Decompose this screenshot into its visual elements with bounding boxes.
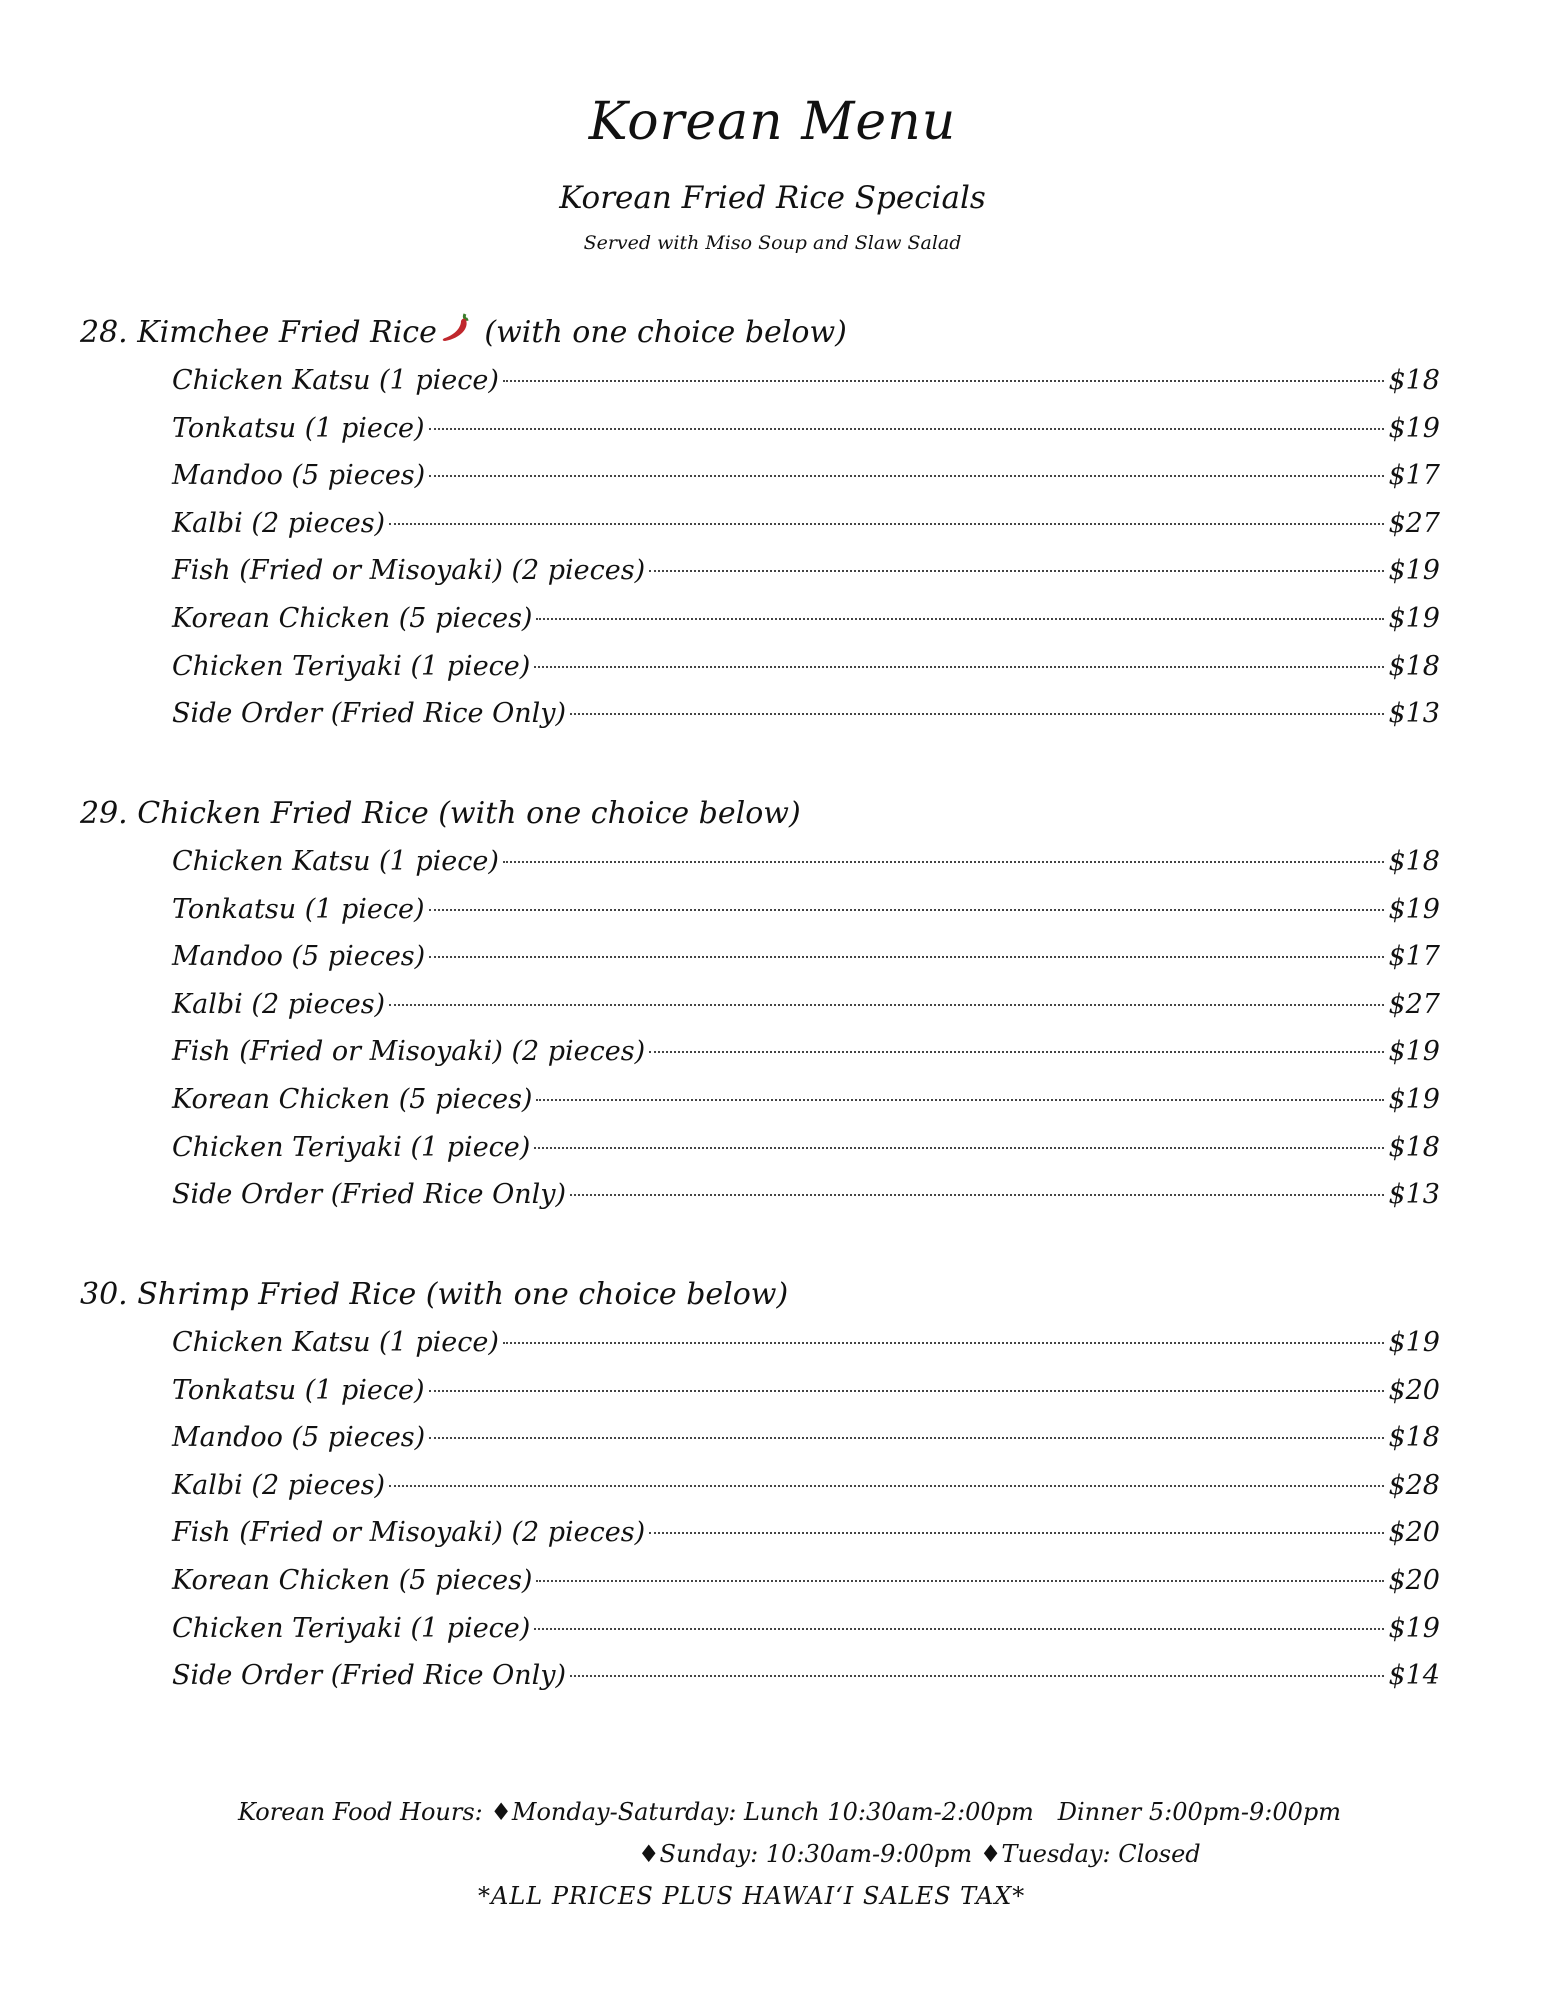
menu-item [172, 1462, 1440, 1510]
section-title-text: 28. Kimchee Fried Rice [80, 315, 437, 350]
dot-leader [429, 428, 1385, 430]
item-price: $19 [1388, 602, 1440, 634]
section-title [80, 309, 1440, 357]
dot-leader [389, 1485, 1384, 1487]
item-name: Side Order (Fried Rice Only) [172, 698, 567, 730]
menu-item [172, 405, 1440, 453]
item-name: Mandoo (5 pieces) [172, 460, 426, 492]
dot-leader [536, 1580, 1384, 1582]
section-kimchee-fried-rice [80, 309, 1440, 738]
hours-dinner: Dinner 5:00pm-9:00pm [1057, 1798, 1342, 1826]
menu-subtitle: Korean Fried Rice Specials [559, 180, 986, 216]
menu-item [172, 643, 1440, 691]
menu-title: Korean Menu [588, 92, 957, 152]
item-price: $19 [1388, 1036, 1440, 1068]
section-chicken-fried-rice [80, 790, 1440, 1219]
item-list [172, 357, 1440, 738]
menu-item [172, 1028, 1440, 1076]
item-name: Chicken Teriyaki (1 piece) [172, 1612, 531, 1644]
menu-item [172, 357, 1440, 405]
dot-leader [429, 956, 1384, 958]
menu-item [172, 1414, 1440, 1462]
dot-leader [503, 861, 1385, 863]
section-title: 29. Chicken Fried Rice (with one choice below) [80, 796, 801, 831]
item-name: Side Order (Fried Rice Only) [172, 1660, 567, 1692]
item-name: Mandoo (5 pieces) [172, 1422, 426, 1454]
item-name: Kalbi (2 pieces) [172, 1469, 386, 1501]
section-title-note: (with one choice below) [484, 315, 847, 350]
item-price: $27 [1388, 507, 1440, 539]
item-name: Chicken Katsu (1 piece) [172, 846, 499, 877]
dot-leader [570, 713, 1384, 715]
dot-leader [389, 523, 1384, 525]
hours-tuesday: ♦Tuesday: Closed [979, 1840, 1201, 1868]
item-price: $19 [1388, 893, 1440, 925]
menu-item [172, 595, 1440, 643]
item-name: Mandoo (5 pieces) [172, 941, 426, 973]
item-list [172, 838, 1440, 1219]
item-name: Tonkatsu (1 piece) [172, 412, 425, 444]
dot-leader [570, 1675, 1384, 1677]
item-list [172, 1319, 1440, 1700]
menu-item [172, 500, 1440, 548]
item-price: $14 [1388, 1660, 1440, 1692]
item-name: Korean Chicken (5 pieces) [172, 602, 533, 634]
dot-leader [429, 1390, 1385, 1392]
item-price: $17 [1388, 941, 1440, 973]
menu-item [172, 1124, 1440, 1172]
item-price: $17 [1388, 460, 1440, 492]
menu-item [172, 452, 1440, 500]
menu-item [172, 1509, 1440, 1557]
dot-leader [534, 1147, 1384, 1149]
dot-leader [536, 1099, 1384, 1101]
dot-leader [503, 380, 1385, 382]
chili-pepper-icon [439, 310, 473, 359]
menu-item [172, 690, 1440, 738]
dot-leader [570, 1194, 1384, 1196]
dot-leader [649, 1532, 1384, 1534]
dot-leader [534, 1628, 1384, 1630]
item-name: Chicken Teriyaki (1 piece) [172, 650, 531, 682]
item-price: $19 [1388, 1083, 1440, 1115]
item-price: $28 [1388, 1469, 1440, 1501]
item-price: $18 [1388, 365, 1440, 396]
item-price: $20 [1388, 1564, 1440, 1596]
item-name: Chicken Teriyaki (1 piece) [172, 1131, 531, 1163]
menu-item [172, 886, 1440, 934]
hours-sunday: ♦Sunday: 10:30am-9:00pm [638, 1840, 973, 1868]
item-name: Kalbi (2 pieces) [172, 507, 386, 539]
item-name: Side Order (Fried Rice Only) [172, 1179, 567, 1211]
hours-line-1 [238, 1798, 1341, 1826]
item-name: Fish (Fried or Misoyaki) (2 pieces) [172, 1036, 646, 1068]
item-price: $18 [1388, 846, 1440, 877]
dot-leader [429, 1437, 1384, 1439]
menu-item [172, 933, 1440, 981]
dot-leader [389, 1004, 1384, 1006]
item-price: $18 [1388, 650, 1440, 682]
item-name: Korean Chicken (5 pieces) [172, 1564, 533, 1596]
item-price: $19 [1388, 1612, 1440, 1644]
item-price: $13 [1388, 1179, 1440, 1211]
hours-mon-sat: ♦Monday-Saturday: Lunch 10:30am-2:00pm [490, 1798, 1034, 1826]
item-price: $27 [1388, 988, 1440, 1020]
dot-leader [536, 618, 1384, 620]
dot-leader [534, 666, 1384, 668]
menu-item [172, 838, 1440, 886]
item-name: Chicken Katsu (1 piece) [172, 365, 499, 396]
item-name: Fish (Fried or Misoyaki) (2 pieces) [172, 1517, 646, 1549]
item-name: Kalbi (2 pieces) [172, 988, 386, 1020]
item-price: $19 [1388, 1327, 1440, 1358]
menu-item [172, 981, 1440, 1029]
item-price: $19 [1388, 555, 1440, 587]
item-price: $19 [1388, 412, 1440, 444]
menu-item [172, 1557, 1440, 1605]
menu-item [172, 1605, 1440, 1653]
dot-leader [429, 909, 1385, 911]
dot-leader [429, 475, 1384, 477]
item-name: Fish (Fried or Misoyaki) (2 pieces) [172, 555, 646, 587]
item-price: $18 [1388, 1131, 1440, 1163]
dot-leader [649, 570, 1384, 572]
item-price: $18 [1388, 1422, 1440, 1454]
item-price: $13 [1388, 698, 1440, 730]
item-name: Chicken Katsu (1 piece) [172, 1327, 499, 1358]
hours-label: Korean Food Hours: [238, 1798, 483, 1826]
menu-item [172, 1652, 1440, 1700]
served-with-note: Served with Miso Soup and Slaw Salad [583, 232, 962, 254]
dot-leader [649, 1051, 1384, 1053]
menu-item [172, 1319, 1440, 1367]
item-price: $20 [1388, 1517, 1440, 1549]
menu-item [172, 547, 1440, 595]
item-name: Tonkatsu (1 piece) [172, 893, 425, 925]
section-title: 30. Shrimp Fried Rice (with one choice below) [80, 1277, 789, 1312]
item-name: Korean Chicken (5 pieces) [172, 1083, 533, 1115]
menu-item [172, 1171, 1440, 1219]
menu-item [172, 1076, 1440, 1124]
dot-leader [503, 1342, 1385, 1344]
menu-item [172, 1367, 1440, 1415]
section-shrimp-fried-rice [80, 1271, 1440, 1700]
tax-note: *ALL PRICES PLUS HAWAIʻI SALES TAX* [478, 1882, 1026, 1910]
hours-line-2 [638, 1840, 1201, 1868]
item-name: Tonkatsu (1 piece) [172, 1374, 425, 1406]
item-price: $20 [1388, 1374, 1440, 1406]
